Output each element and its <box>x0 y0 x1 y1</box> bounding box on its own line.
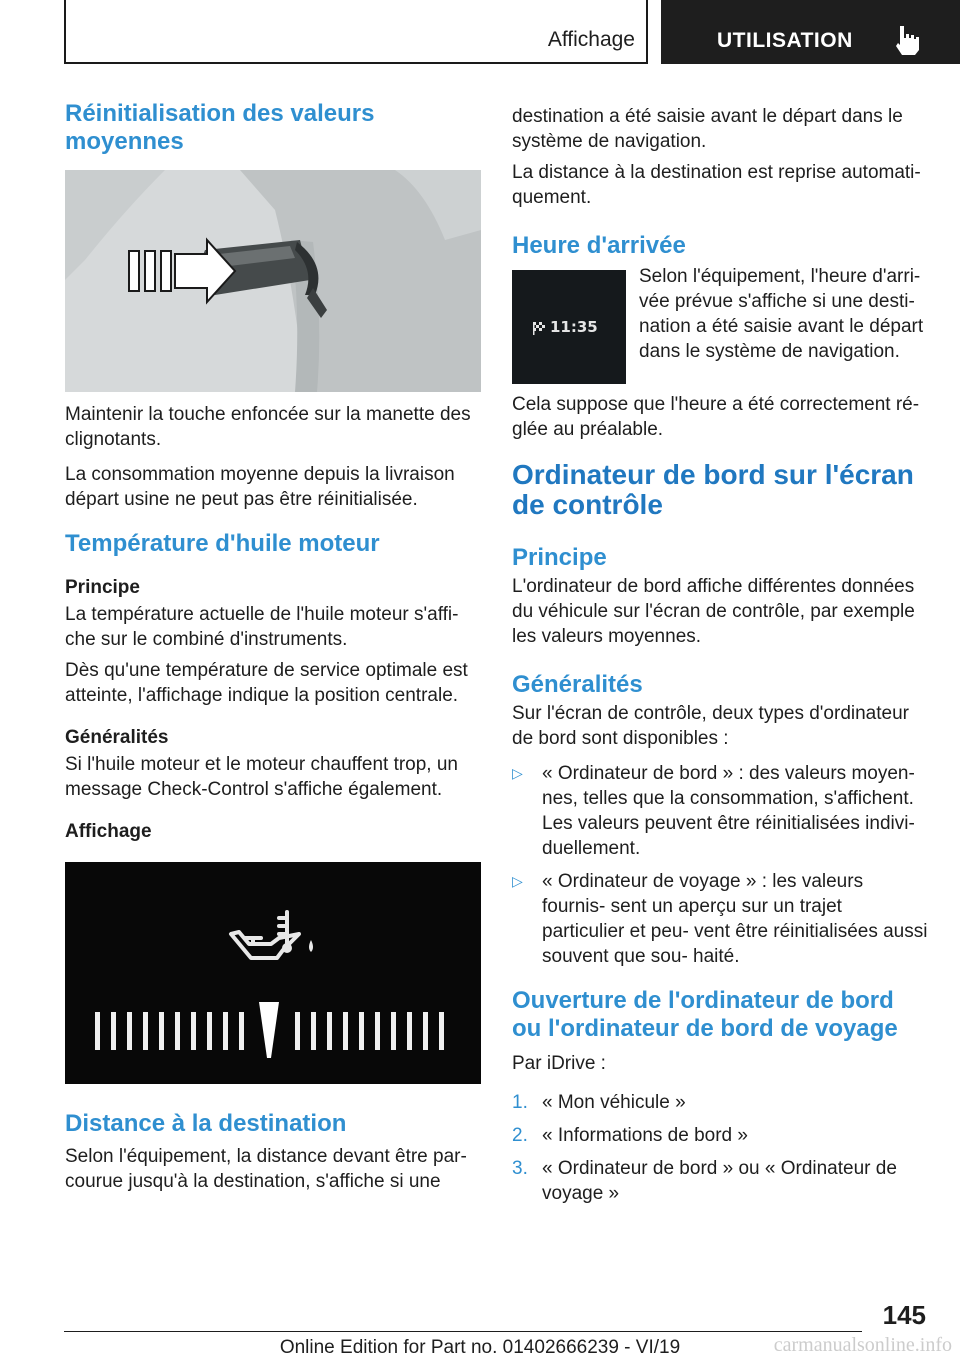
left-column <box>65 100 481 1204</box>
idrive-steps <box>512 1090 928 1206</box>
heading-reset-averages: Réinitialisation des valeurs moyennes <box>65 100 375 155</box>
list-item: ▷ « Ordinateur de voyage » : les valeurs fournis‐ sent un aperçu sur un trajet particulier et peu‐ vent être réinitialisées aussi souvent que sou‐ haité. <box>512 871 928 967</box>
oil-generalites: Si l'huile moteur et le moteur chauffent trop, un message Check-Control s'affiche également. <box>65 754 458 800</box>
heading-onboard-computer: Ordinateur de bord sur l'écran de contrôle <box>512 459 914 520</box>
distance-text: Selon l'équipement, la distance devant être par‐ courue jusqu'à la destination, s'affiche si une <box>65 1146 467 1192</box>
list-item: 3. « Ordinateur de bord » ou « Ordinateur de voyage » <box>512 1158 897 1204</box>
heading-distance: Distance à la destination <box>65 1110 347 1137</box>
distance-auto: La distance à la destination est reprise automati‐ quement. <box>512 162 921 208</box>
destination-flag-icon <box>532 320 548 336</box>
page-number: 145 <box>882 1300 926 1330</box>
oil-temperature-gauge-figure <box>65 862 481 1084</box>
computer-types-list <box>512 761 928 969</box>
triangle-bullet-icon: ▷ <box>512 873 523 889</box>
arrival-time-display-figure <box>512 270 626 384</box>
oil-temperature-gauge-illustration <box>65 862 481 1084</box>
idrive-intro: Par iDrive : <box>512 1053 606 1074</box>
heading-principe-right: Principe <box>512 544 607 571</box>
footer-divider <box>64 1331 862 1332</box>
heading-generalites-right: Généralités <box>512 671 643 698</box>
heading-opening-computer: Ouverture de l'ordinateur de bord ou l'ordinateur de bord de voyage <box>512 987 898 1042</box>
triangle-bullet-icon: ▷ <box>512 765 523 781</box>
turn-signal-stalk-figure <box>65 170 481 392</box>
arrival-time-value: 11:35 <box>550 318 598 336</box>
hand-pointer-icon <box>894 24 920 56</box>
heading-principe: Principe <box>65 577 140 598</box>
heading-affichage: Affichage <box>65 821 152 842</box>
oil-principe-1: La température actuelle de l'huile moteur s'affi‐ che sur le combiné d'instruments. <box>65 604 459 650</box>
heading-arrival-time: Heure d'arrivée <box>512 232 686 259</box>
arrival-time-note: Cela suppose que l'heure a été correctement ré‐ glée au préalable. <box>512 394 920 440</box>
list-item: 2. « Informations de bord » <box>512 1125 748 1146</box>
turn-signal-stalk-illustration <box>65 170 481 392</box>
arrival-block <box>512 264 928 382</box>
heading-oil-temperature: Température d'huile moteur <box>65 530 380 557</box>
step-number: 1. <box>512 1092 528 1113</box>
oil-principe-2: Dès qu'une température de service optimale est atteinte, l'affichage indique la position centrale. <box>65 660 468 706</box>
step-number: 3. <box>512 1158 528 1179</box>
right-column <box>512 104 928 1218</box>
distance-continued: destination a été saisie avant le départ dans le système de navigation. <box>512 106 903 152</box>
arrival-time-text: Selon l'équipement, l'heure d'arri‐ vée prévue s'affiche si une desti‐ nation a été saisie avant le départ dans le système de navigation. <box>639 266 924 362</box>
list-item: 1. « Mon véhicule » <box>512 1092 686 1113</box>
footer-edition: Online Edition for Part no. 01402666239 - VI/19 <box>279 1337 681 1358</box>
step-number: 2. <box>512 1125 528 1146</box>
computer-generalites: Sur l'écran de contrôle, deux types d'ordinateur de bord sont disponibles : <box>512 703 909 749</box>
reset-note: La consommation moyenne depuis la livraison départ usine ne peut pas être réinitialisée. <box>65 464 455 510</box>
watermark: carmanualsonline.info <box>773 1334 952 1356</box>
computer-principe: L'ordinateur de bord affiche différentes données du véhicule sur l'écran de contrôle, par exemple les valeurs moyennes. <box>512 576 915 647</box>
reset-instruction: Maintenir la touche enfoncée sur la manette des clignotants. <box>65 404 471 450</box>
header-section-title: Affichage <box>547 28 635 51</box>
list-item: ▷ « Ordinateur de bord » : des valeurs moyen‐ nes, telles que la consommation, s'affichent. Les valeurs peuvent être réinitialisées indivi‐ duellement. <box>512 763 915 859</box>
heading-generalites: Généralités <box>65 727 169 748</box>
header-chapter-label: UTILISATION <box>717 29 853 52</box>
header-chapter-tab <box>661 0 960 64</box>
